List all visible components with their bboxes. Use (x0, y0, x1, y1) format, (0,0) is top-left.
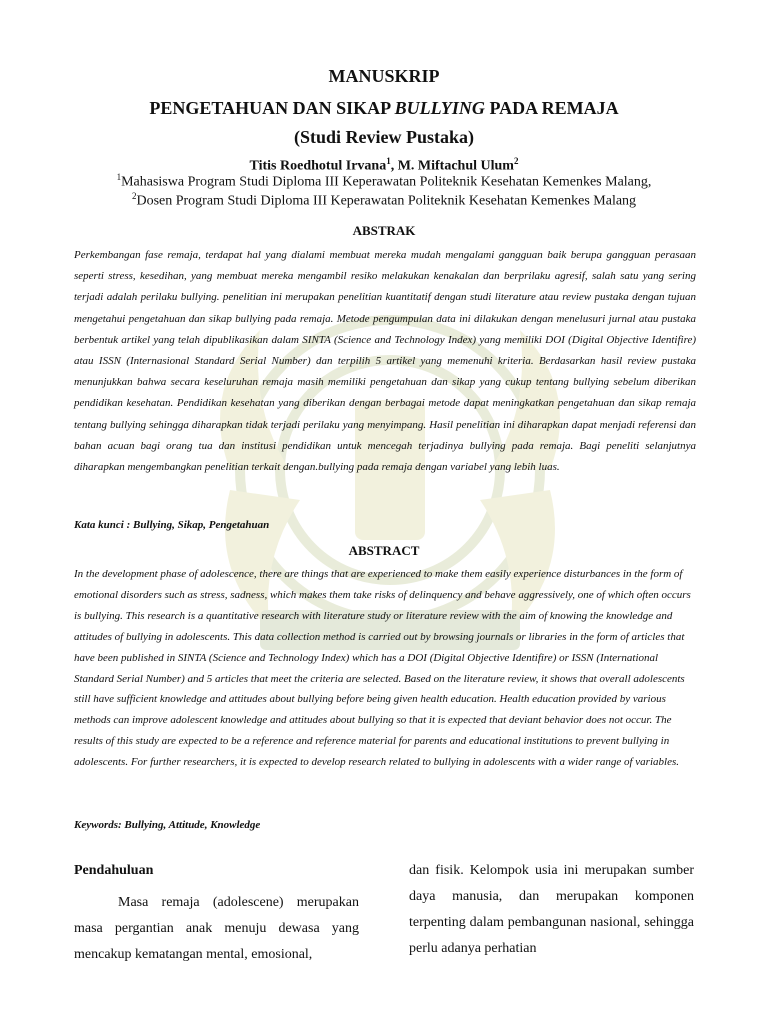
affiliation-2-text: Dosen Program Studi Diploma III Keperawatan Politeknik Kesehatan Kemenkes Malang (136, 193, 637, 209)
paper-title-part1: PENGETAHUAN DAN SIKAP (149, 98, 395, 118)
author-1: Titis Roedhotul Irvana (249, 158, 387, 174)
abstrak-body: Perkembangan fase remaja, terdapat hal yang dialami membuat mereka mudah mengalami gangguan baik berupa gangguan perasaan seperti stress, kesedihan, yang membuat mereka mengambil resiko melakukan kenakalan dan berprilaku agresif, salah satu yang sering terjadi adalah perilaku bullying. penelitian ini merupakan penelitian kuantitatif dengan studi literature atau review pustaka dengan tujuan mengetahui pengetahuan dan sikap bullying pada remaja. Metode pengumpulan data ini dilakukan dengan menelusuri jurnal atau pustaka berbentuk artikel yang telah dipublikasikan dalam SINTA (Science and Technology Index) yang memiliki DOI (Digital Objective Identifire) atau ISSN (Internasional Standard Serial Number) dan terpilih 5 artikel yang memenuhi kriteria. Berdasarkan hasil review pustaka menunjukkan bahwa secara keseluruhan remaja masih memiliki pengetahuan dan sikap yang cukup tentang bullying sebelum diberikan pendidikan kesehatan. Pendidikan kesehatan yang diberikan dengan berbagai metode dapat meningkatkan pengetahuan dan sikap remaja tentang bullying sehingga diharapkan tidak terjadi perilaku yang menyimpang. Hasil penelitian ini diharapkan dapat menjadi referensi dan bahan acuan bagi orang tua dan institusi pendidikan untuk mencegah terjadinya bullying pada remaja. Bagi peneliti selanjutnya diharapkan mengembangkan penelitian terkait dengan.bullying pada remaja dengan variabel yang lebih luas. (74, 249, 696, 474)
intro-left-column (74, 858, 359, 968)
manuscript-label: MANUSKRIP (328, 66, 440, 86)
author-separator: , M. Miftachul Ulum (390, 158, 514, 174)
intro-heading: Pendahuluan (74, 863, 154, 878)
affiliation-1 (0, 172, 768, 191)
abstract-heading: ABSTRACT (348, 543, 420, 558)
author-2-sup: 2 (513, 156, 519, 166)
affiliation-1-sup: 1 (116, 172, 122, 182)
abstrak-keywords: Kata kunci : Bullying, Sikap, Pengetahuan (74, 519, 270, 531)
paper-subtitle: (Studi Review Pustaka) (293, 127, 474, 147)
author-1-sup: 1 (386, 156, 391, 166)
abstract-keywords: Keywords: Bullying, Attitude, Knowledge (74, 819, 261, 831)
paper-title-italic: BULLYING (394, 98, 485, 118)
abstrak-heading: ABSTRAK (352, 223, 416, 238)
paper-title-part3: PADA REMAJA (484, 98, 619, 118)
intro-right-text: dan fisik. Kelompok usia ini merupakan sumber daya manusia, dan merupakan komponen terpenting dalam pembangunan nasional, sehingga perlu adanya perhatian (409, 863, 694, 956)
intro-right-column (409, 858, 694, 962)
affiliation-2 (0, 191, 768, 210)
affiliation-1-text: Mahasiswa Program Studi Diploma III Keperawatan Politeknik Kesehatan Kemenkes Malang, (121, 174, 652, 190)
paper-title (0, 98, 768, 119)
abstract-body: In the development phase of adolescence, there are things that are experienced to make them easily experience disturbances in the form of emotional disorders such as stress, sadness, which makes them take risks of delinquency and behave aggressively, one of which often occurs is bullying. This research is a quantitative research with literature study or literature review with the aim of knowing the knowledge and attitudes of bullying in adolescents. This data collection method is carried out by browsing journals or libraries in the form of articles that have been published in SINTA (Science and Technology Index) which has a DOI (Digital Objective Identifire) or ISSN (International Standard Serial Number) and 5 articles that meet the criteria are selected. Based on the literature review, it shows that overall adolescents still have sufficient knowledge and attitudes about bullying before being given health education. Health education provided by various methods can improve adolescent knowledge and attitudes about bullying so that it is expected that deviant behavior does not occur. The results of this study are expected to be a reference and reference material for parents and educational institutions to prevent bullying in adolescents. For further researchers, it is expected to develop research related to bullying in adolescents with a wider range of variables. (74, 568, 691, 769)
intro-left-text: Masa remaja (adolescene) merupakan masa pergantian anak menuju dewasa yang mencakup kematangan mental, emosional, (74, 895, 359, 962)
affiliation-2-sup: 2 (131, 191, 137, 201)
